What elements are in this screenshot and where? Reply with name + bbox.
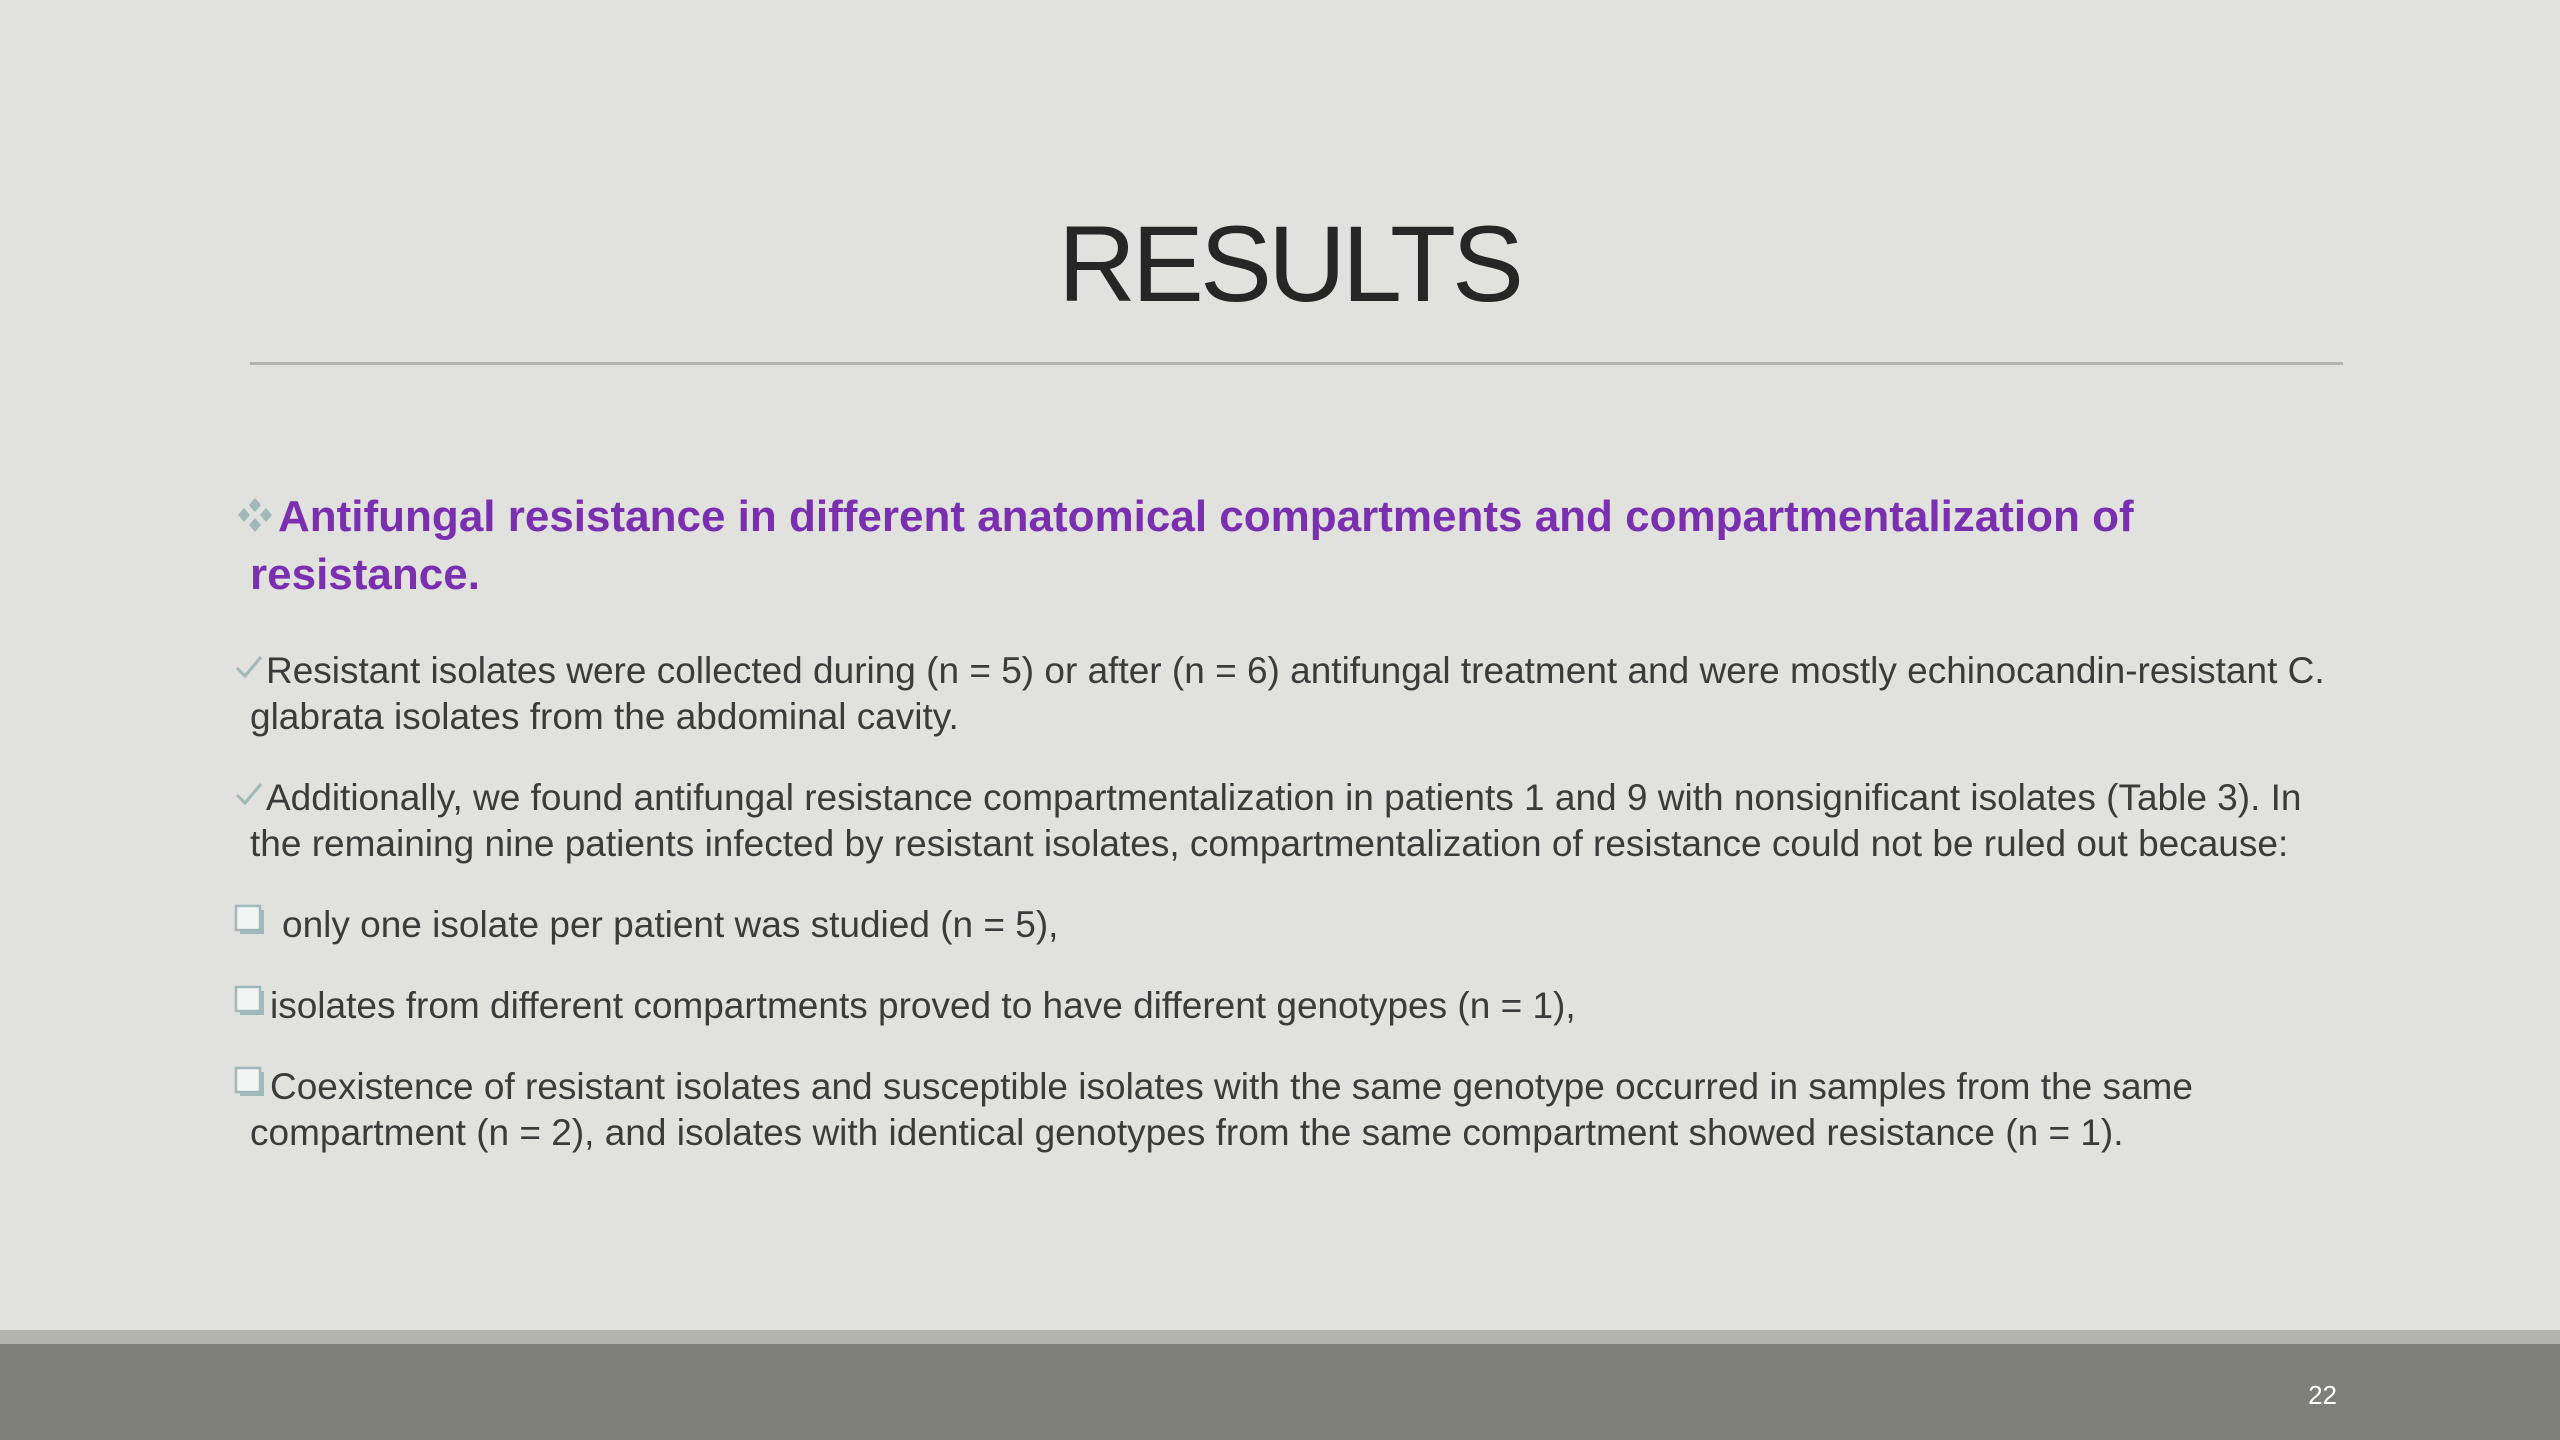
title-divider — [250, 362, 2343, 365]
square-box-icon — [234, 985, 268, 1019]
section-heading-text: Antifungal resistance in different anatomical compartments and compartmentalization of resistance. — [250, 492, 2134, 599]
check-item-text: Additionally, we found antifungal resistance compartmentalization in patients 1 and 9 with nonsignificant isolates (Table 3). In the remaining nine patients infected by resistant isolates, compartmentalization of resistance could not be ruled out because: — [250, 777, 2302, 864]
footer-stripe — [0, 1330, 2560, 1344]
four-diamond-icon — [234, 496, 276, 534]
box-item-text: Coexistence of resistant isolates and susceptible isolates with the same genotype occurred in samples from the same compartment (n = 2), and isolates with identical genotypes from the same compartment showed resistance (n = 1). — [250, 1066, 2193, 1153]
checkmark-icon — [234, 653, 264, 681]
box-item-coexistence — [250, 1064, 2350, 1156]
section-heading — [250, 488, 2350, 604]
box-item-one-isolate — [250, 902, 2350, 948]
checkmark-icon — [234, 780, 264, 808]
check-item-collected — [250, 648, 2350, 740]
box-item-text: only one isolate per patient was studied (n = 5), — [282, 904, 1059, 945]
slide-content — [250, 488, 2350, 1191]
footer-bar — [0, 1344, 2560, 1440]
box-item-text: isolates from different compartments proved to have different genotypes (n = 1), — [270, 985, 1576, 1026]
square-box-icon — [234, 904, 268, 938]
page-number: 22 — [2308, 1380, 2337, 1410]
square-box-icon — [234, 1066, 268, 1100]
slide-title: RESULTS — [1057, 203, 1521, 324]
box-item-different-genotypes — [250, 983, 2350, 1029]
check-item-compartmentalization — [250, 775, 2350, 867]
check-item-text: Resistant isolates were collected during (n = 5) or after (n = 6) antifungal treatment and were mostly echinocandin-resistant C. glabrata isolates from the abdominal cavity. — [250, 650, 2325, 737]
